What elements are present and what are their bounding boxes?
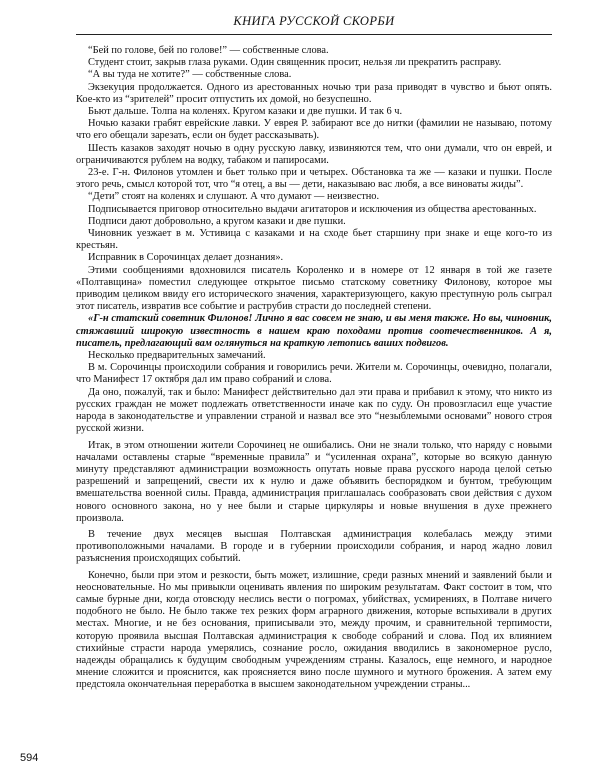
paragraph: Подписывается приговор относительно выдачи агитаторов и исключения из общества арестованных. bbox=[88, 203, 537, 215]
paragraph: Исправник в Сорочинцах делает дознания». bbox=[88, 252, 284, 264]
paragraph: Несколько предварительных замечаний. bbox=[88, 350, 266, 362]
paragraph: Подписи дают добровольно, а кругом казаки и две пушки. bbox=[88, 215, 346, 227]
paragraph: Конечно, были при этом и резкости, быть может, излишние, среди разных мнений и заявлений были и неосновательные. Но мы привыкли оценивать явления по широким результатам. Факт состоит в том, что самые бурные дни, когда отовсюду неслись вести о погромах, убийствах, усмирениях, в Полтаве ничего подобного не было. Не было также тех резких форм аграрного движения, которые вспыхивали в других местах. Многие, и не без основания, приписывали это, между прочим, и сравнительной терпимости, которую проявила высшая Полтавская администрация к свободе собраний и слова. Под их влиянием стихийные страсти народа умерялись, сознание росло, ожидания вводились в закономерное русло, надежды обращались к будущим свободным учреждениям страны. Казалось, еще немного, и народное мнение сложится и прояснится, как проясняется вино после шумного и мутного брожения. А затем ему предстояла окончательная переработка в высшем законодательном учреждении страны... bbox=[76, 569, 552, 691]
running-header: КНИГА РУССКОЙ СКОРБИ bbox=[233, 14, 395, 28]
paragraph: Ночью казаки грабят еврейские лавки. У еврея Р. забирают все до нитки (фамилии не называю, потому что его обещали зарезать, если он будет рассказывать). bbox=[76, 118, 552, 142]
document-body bbox=[76, 45, 552, 755]
paragraph: Итак, в этом отношении жители Сорочинец не ошибались. Они не знали только, что наряду с новыми началами оставлены старые “временные правила” и “усиленная охрана”, которые во всякую данную минуту представляют администрации возможность опутать новые права русского народа целой сетью разрешений и запрещений, свести их к нулю и даже объявить беспорядком и бунтом, требующим вмешательства военной силы. Правда, администрация приглашалась сообразовать свои действия с духом нового основного закона, но у нее были и старые циркуляры и новые внушения в духе прежнего произвола. bbox=[76, 439, 552, 524]
paragraph: В м. Сорочинцы происходили собрания и говорились речи. Жители м. Сорочинцы, очевидно, полагали, что Манифест 17 октября дал им право собраний и слова. bbox=[76, 362, 552, 386]
paragraph: “Бей по голове, бей по голове!” — собственные слова. bbox=[88, 45, 329, 56]
paragraph: “Дети” стоят на коленях и слушают. А что думают — неизвестно. bbox=[88, 191, 380, 203]
paragraph: 23-е. Г-н. Филонов утомлен и бьет только при и четырех. Обстановка та же — казаки и пушки. После этого речь, смысл которой тот, что “я отец, а вы — дети, наказываю вас любя, а все виноваты жиды”. bbox=[76, 167, 552, 191]
header-rule bbox=[76, 34, 552, 35]
paragraph: Бьют дальше. Толпа на коленях. Кругом казаки и две пушки. И так 6 ч. bbox=[88, 106, 403, 118]
paragraph: Экзекуция продолжается. Одного из арестованных ночью три раза приводят в чувство и бьют опять. Кое-кто из “зрителей” просит отпустить их домой, но безуспешно. bbox=[76, 81, 552, 105]
paragraph: Этими сообщениями вдохновился писатель Короленко и в номере от 12 января в той же газете «Полтавщина» поместил следующее открытое письмо статскому советнику Филонову, которое мы приводим целиком ввиду его исторического значения, характеризующего, какую преступную роль сыграл этот писатель, извратив все событие и раструбив страсти до последней степени. bbox=[76, 264, 552, 313]
paragraph: Да оно, пожалуй, так и было: Манифест действительно дал эти права и прибавил к этому, что никто из русских граждан не может подлежать ответственности иначе как по суду. Он провозгласил еще участие народа в законодательстве и управлении страной и назвал все это “незыблемыми основами” нового строя русской жизни. bbox=[76, 386, 552, 435]
paragraph: В течение двух месяцев высшая Полтавская администрация колебалась между этими противоположными началами. В городе и в губернии происходили собрания, и народ жадно ловил разъяснения происходящих событий. bbox=[76, 528, 552, 565]
paragraph: «Г-н статский советник Филонов! Лично я вас совсем не знаю, и вы меня также. Но вы, чиновник, стяжавший широкую известность в нашем краю походами против соотечественников. А я, писатель, предлагающий вам оглянуться на краткую летопись ваших подвигов. bbox=[76, 313, 552, 349]
paragraph: Шесть казаков заходят ночью в одну русскую лавку, извиняются тем, что они думали, что он еврей, и ограничиваются рублем на водку, табаком и папиросами. bbox=[76, 142, 552, 166]
page-number: 594 bbox=[20, 752, 39, 764]
paragraph: Чиновник уезжает в м. Устивица с казаками и на сходе бьет старшину при знаке и еще кого-то из крестьян. bbox=[76, 228, 552, 252]
paragraph: Студент стоит, закрыв глаза руками. Один священник просит, нельзя ли прекратить расправу. bbox=[88, 57, 502, 69]
paragraph: “А вы туда не хотите?” — собственные слова. bbox=[88, 69, 292, 81]
